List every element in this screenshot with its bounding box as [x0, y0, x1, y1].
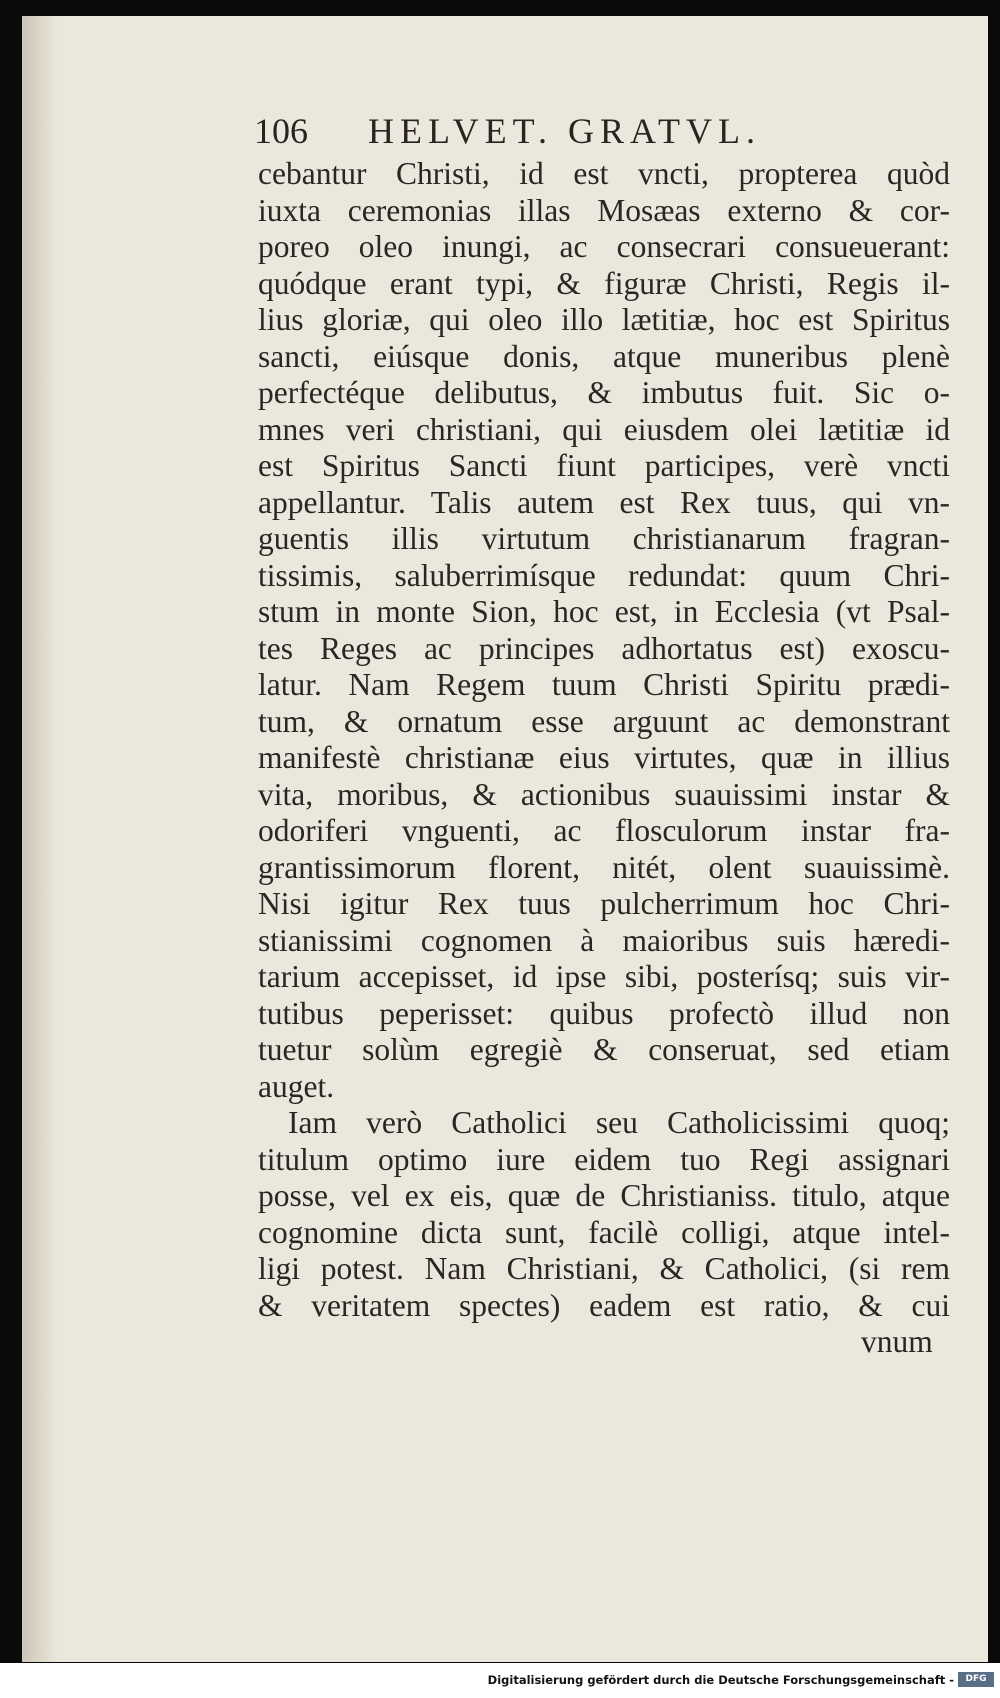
text-line: mnes veri christiani, qui eiusdem olei lætitiæ id [258, 411, 950, 447]
text-line: guentis illis virtutum christianarum fragran- [258, 521, 950, 556]
text-line: appellantur. Talis autem est Rex tuus, qui vn- [258, 484, 950, 520]
running-head [254, 110, 814, 152]
text-line: titulum optimo iure eidem tuo Regi assignari [258, 1141, 950, 1177]
text-line: est Spiritus Sancti fiunt participes, verè vncti [258, 448, 950, 483]
paragraph-start-line: Iam verò Catholici seu Catholicissimi quoq; [288, 1105, 950, 1140]
page-number: 106 [254, 111, 308, 151]
text-line: ligi potest. Nam Christiani, & Catholici, (si rem [258, 1251, 950, 1286]
text-line: cognomine dicta sunt, facilè colligi, atque intel- [258, 1214, 950, 1250]
text-line: latur. Nam Regem tuum Christi Spiritu prædi- [258, 667, 950, 702]
footer-bar [0, 1663, 1000, 1698]
text-line: tissimis, saluberrimísque redundat: quum Chri- [258, 557, 950, 593]
dfg-logo: DFG [958, 1672, 994, 1687]
text-line: odoriferi vnguenti, ac flosculorum instar fra- [258, 813, 950, 848]
catchword: vnum [861, 1324, 933, 1359]
text-line: tes Reges ac principes adhortatus est) exoscu- [258, 630, 950, 666]
text-line: lius gloriæ, qui oleo illo lætitiæ, hoc est Spiritus [258, 302, 950, 337]
text-line: iuxta ceremonias illas Mosæas externo & cor- [258, 192, 950, 228]
text-line: poreo oleo inungi, ac consecrari consueuerant: [258, 229, 950, 264]
running-title: HELVET. GRATVL. [368, 111, 761, 151]
text-line: grantissimorum florent, nitét, olent suauissimè. [258, 849, 950, 885]
funding-credit: Digitalisierung gefördert durch die Deutsche Forschungsgemeinschaft - [487, 1673, 954, 1687]
text-line: quódque erant typi, & figuræ Christi, Regis il- [258, 265, 950, 301]
text-line: manifestè christianæ eius virtutes, quæ in illius [258, 740, 950, 775]
text-line: stum in monte Sion, hoc est, in Ecclesia (vt Psal- [258, 594, 950, 629]
body-text [258, 156, 950, 1361]
text-line: cebantur Christi, id est vncti, propterea quòd [258, 156, 950, 191]
text-line: tuetur solùm egregiè & conseruat, sed etiam [258, 1032, 950, 1067]
text-line: tutibus peperisset: quibus profectò illud non [258, 995, 950, 1031]
book-page [22, 16, 988, 1662]
text-line: & veritatem spectes) eadem est ratio, & cui [258, 1287, 950, 1323]
text-line: sancti, eiúsque donis, atque muneribus plenè [258, 338, 950, 374]
text-line: auget. [258, 1068, 335, 1104]
text-line: tum, & ornatum esse arguunt ac demonstrant [258, 703, 950, 739]
text-line: stianissimi cognomen à maioribus suis hæredi- [258, 922, 950, 958]
text-line: tarium accepisset, id ipse sibi, posterísq; suis vir- [258, 959, 950, 994]
text-line: perfectéque delibutus, & imbutus fuit. Sic o- [258, 375, 950, 410]
text-line: posse, vel ex eis, quæ de Christianiss. titulo, atque [258, 1178, 950, 1213]
text-line: Nisi igitur Rex tuus pulcherrimum hoc Chri- [258, 886, 950, 921]
text-line: vita, moribus, & actionibus suauissimi instar & [258, 776, 950, 812]
